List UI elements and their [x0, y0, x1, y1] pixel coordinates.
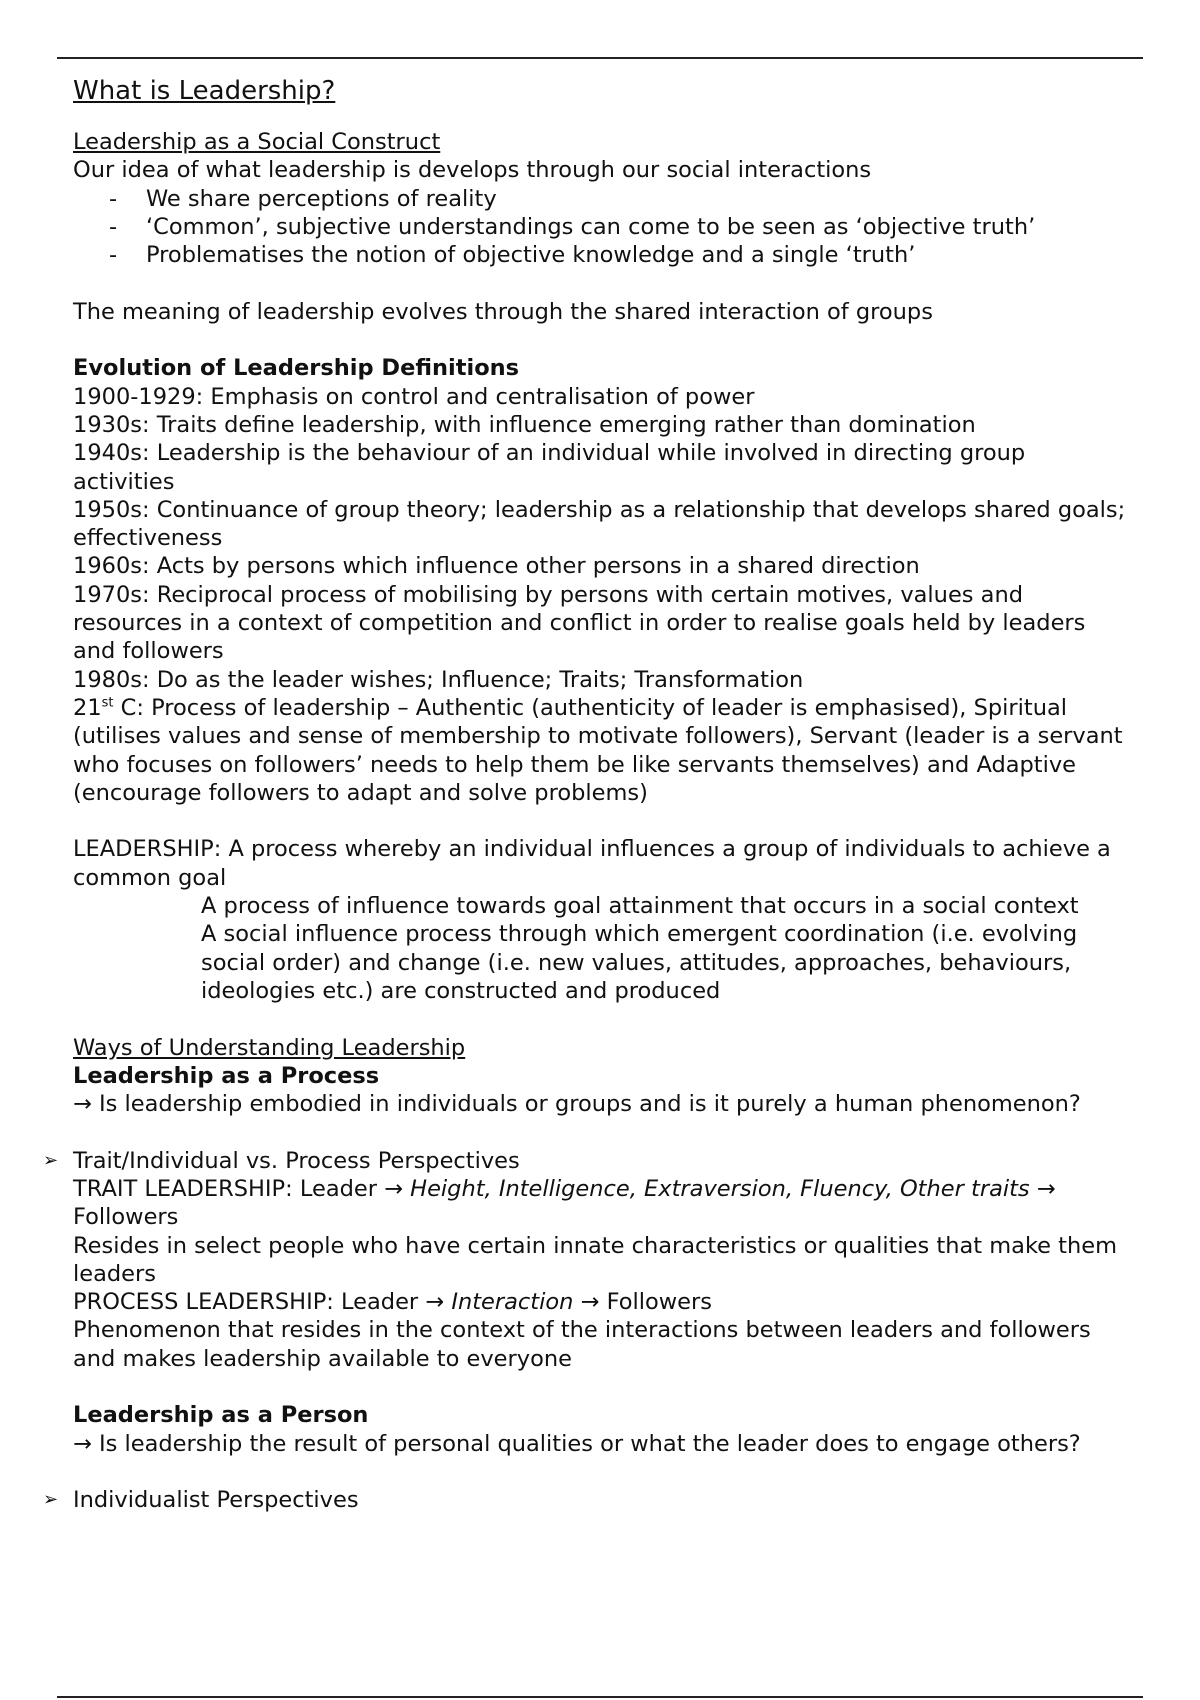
header-rule	[57, 57, 1143, 59]
subheading-process: Leadership as a Process	[73, 1062, 380, 1089]
evolution-item: 1950s: Continuance of group theory; leadership as a relationship that develops shared goals; effectiveness	[73, 496, 1126, 552]
process-leadership-line: PROCESS LEADERSHIP: Leader → Interaction → Followers	[73, 1289, 712, 1316]
arrow-bullet-icon: ➢	[43, 1149, 59, 1171]
individualist-bullet: ➢ Individualist Perspectives	[43, 1487, 359, 1514]
evolution-item: 1980s: Do as the leader wishes; Influence; Traits; Transformation	[73, 666, 804, 693]
evolution-item: 1900-1929: Emphasis on control and centralisation of power	[73, 383, 755, 410]
evolution-item: 1940s: Leadership is the behaviour of an individual while involved in directing group activities	[73, 440, 1026, 495]
dash-bullet-mark: -	[109, 242, 118, 269]
trait-leadership-desc: Resides in select people who have certain innate characteristics or qualities that make them leaders	[73, 1232, 1118, 1287]
document-page	[43, 74, 1133, 1515]
process-question: → Is leadership embodied in individuals or groups and is it purely a human phenomenon?	[73, 1091, 1081, 1118]
section-heading-ways: Ways of Understanding Leadership	[73, 1034, 466, 1061]
social-construct-bullets	[73, 185, 1133, 270]
page-title: What is Leadership?	[73, 76, 336, 106]
list-item: - ‘Common’, subjective understandings can come to be seen as ‘objective truth’	[109, 213, 1036, 240]
dash-bullet-mark: -	[109, 213, 118, 240]
evolution-item: 1960s: Acts by persons which influence other persons in a shared direction	[73, 553, 920, 580]
section-heading-social-construct: Leadership as a Social Construct	[73, 129, 441, 155]
social-construct-summary: The meaning of leadership evolves through the shared interaction of groups	[73, 298, 933, 325]
person-question: → Is leadership the result of personal qualities or what the leader does to engage others?	[73, 1430, 1081, 1457]
list-item: - We share perceptions of reality	[109, 185, 497, 212]
subheading-person: Leadership as a Person	[73, 1402, 369, 1429]
list-item: - Problematises the notion of objective knowledge and a single ‘truth’	[109, 242, 916, 269]
trait-vs-process-bullet: ➢ Trait/Individual vs. Process Perspectives	[43, 1147, 520, 1174]
leadership-definition-alt: A social influence process through which emergent coordination (i.e. evolving social order) and change (i.e. new values, attitudes, approaches, behaviours, ideologies etc.) are constructed and produced	[201, 921, 1078, 1004]
arrow-bullet-icon: ➢	[43, 1489, 59, 1511]
dash-bullet-mark: -	[109, 185, 118, 212]
social-construct-intro: Our idea of what leadership is develops through our social interactions	[73, 157, 872, 184]
evolution-item: 1930s: Traits define leadership, with influence emerging rather than domination	[73, 411, 976, 438]
section-heading-evolution: Evolution of Leadership Definitions	[73, 355, 520, 382]
leadership-definition-alt: A process of influence towards goal attainment that occurs in a social context	[201, 893, 1079, 920]
evolution-item: 1970s: Reciprocal process of mobilising by persons with certain motives, values and resources in a context of competition and conflict in order to realise goals held by leaders and followers	[73, 581, 1086, 665]
leadership-definition: LEADERSHIP: A process whereby an individual influences a group of individuals to achieve a common goal	[73, 836, 1111, 891]
evolution-item-21st-century: 21st C: Process of leadership – Authentic (authenticity of leader is emphasised), Spiritual (utilises values and sense of membership to motivate followers), Servant (leader is a servant who focuses on followers’ needs to help them be like servants themselves) and Adaptive (encourage followers to adapt and solve problems)	[73, 694, 1123, 806]
trait-leadership-line: TRAIT LEADERSHIP: Leader → Height, Intelligence, Extraversion, Fluency, Other traits → Followers	[73, 1175, 1056, 1231]
process-leadership-desc: Phenomenon that resides in the context of the interactions between leaders and followers and makes leadership available to everyone	[73, 1317, 1091, 1372]
footer-rule	[57, 1696, 1143, 1698]
